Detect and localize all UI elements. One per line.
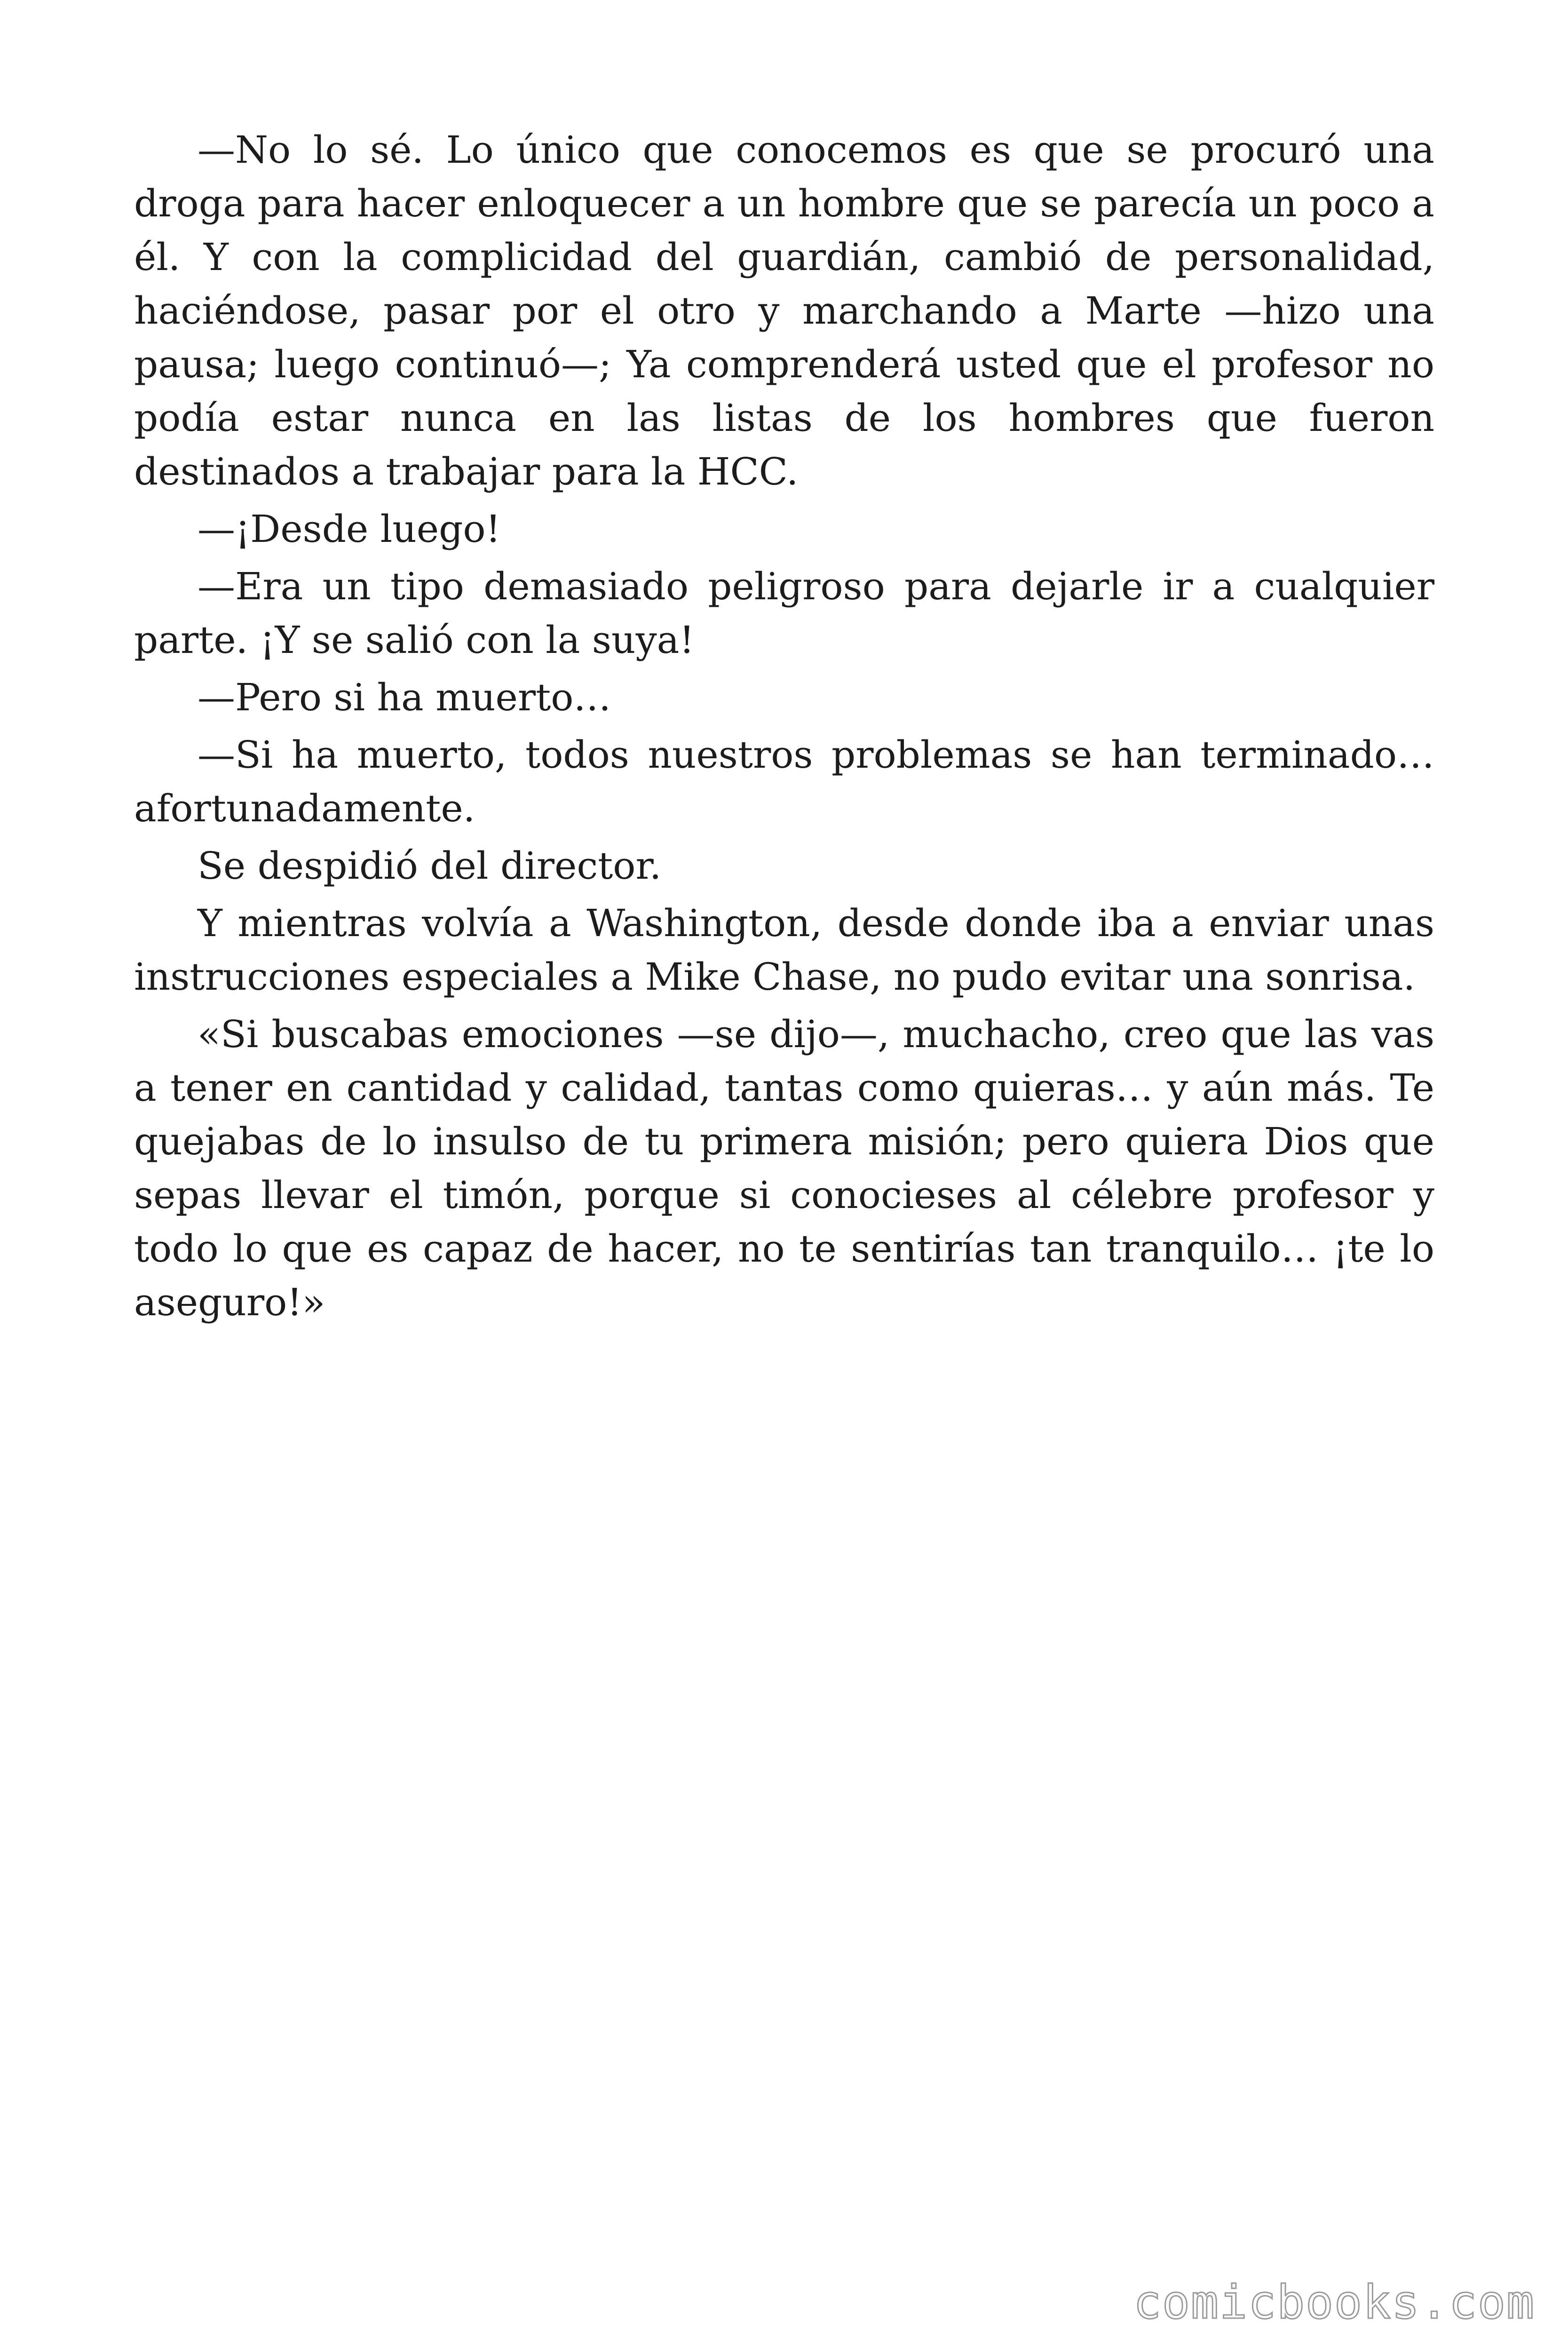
paragraph-5: —Si ha muerto, todos nuestros problemas se han terminado… afortunadamente. (134, 733, 1434, 830)
paragraph-7: Y mientras volvía a Washington, desde donde iba a enviar unas instrucciones especiales a Mike Chase, no pudo evitar una sonrisa. (134, 901, 1434, 999)
paragraph-3: —Era un tipo demasiado peligroso para dejarle ir a cualquier parte. ¡Y se salió con la suya! (134, 564, 1434, 662)
paragraph-4: —Pero si ha muerto… (198, 675, 611, 719)
watermark: comicbooks.com (1133, 2276, 1535, 2329)
page-body (134, 123, 1434, 1333)
paragraph-8: «Si buscabas emociones —se dijo—, muchacho, creo que las vas a tener en cantidad y calidad, tantas como quieras… y aún más. Te quejabas de lo insulso de tu primera misión; pero quiera Dios que sepas llevar el timón, porque si conocieses al célebre profesor y todo lo que es capaz de hacer, no te sentirías tan tranquilo… ¡te lo aseguro!» (134, 1012, 1434, 1324)
paragraph-1: —No lo sé. Lo único que conocemos es que se procuró una droga para hacer enloquecer a un hombre que se parecía un poco a él. Y con la complicidad del guardián, cambió de personalidad, haciéndose, pasar por el otro y marchando a Marte —hizo una pausa; luego continuó—; Ya comprenderá usted que el profesor no podía estar nunca en las listas de los hombres que fueron destinados a trabajar para la HCC. (134, 128, 1434, 493)
paragraph-2: —¡Desde luego! (198, 507, 501, 551)
paragraph-6: Se despidió del director. (198, 844, 662, 888)
